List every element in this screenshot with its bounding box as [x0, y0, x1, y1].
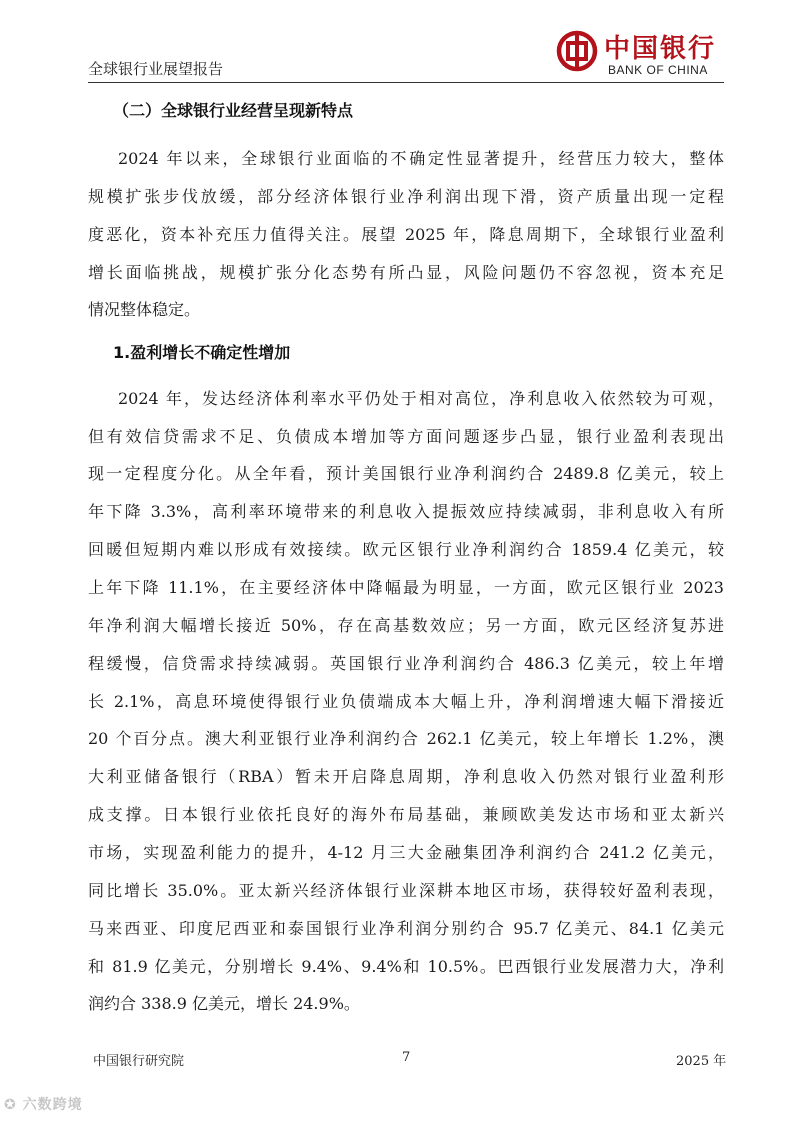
paragraph-line: 润约合 338.9 亿美元，增长 24.9%。	[88, 994, 360, 1013]
paragraph-line: 2024 年以来，全球银行业面临的不确定性显著提升，经营压力较大，整体	[118, 149, 724, 168]
subsection-heading: 1.盈利增长不确定性增加	[113, 343, 291, 362]
logo-english-name: BANK OF CHINA	[608, 63, 708, 77]
paragraph-line: 现一定程度分化。从全年看，预计美国银行业净利润约合 2489.8 亿美元，较上	[88, 464, 724, 483]
paragraph-line: 马来西亚、印度尼西亚和泰国银行业净利润分别约合 95.7 亿美元、84.1 亿美元	[88, 919, 724, 938]
logo-chinese-name: 中国银行	[604, 34, 717, 64]
paragraph-line: 长 2.1%，高息环境使得银行业负债端成本大幅上升，净利润增速大幅下滑接近	[88, 692, 724, 711]
paragraph-line: 同比增长 35.0%。亚太新兴经济体银行业深耕本地区市场，获得较好盈利表现，	[88, 881, 724, 900]
watermark-logo-icon: ✪	[4, 1097, 23, 1113]
section-heading: （二）全球银行业经营呈现新特点	[113, 101, 354, 120]
paragraph-line: 回暖但短期内难以形成有效接续。欧元区银行业净利润约合 1859.4 亿美元，较	[88, 540, 724, 559]
bank-emblem-icon	[556, 30, 598, 72]
watermark-text: 六数跨境	[22, 1097, 83, 1113]
footer-page-number: 7	[402, 1050, 411, 1065]
paragraph-line: 程缓慢，信贷需求持续减弱。英国银行业净利润约合 486.3 亿美元，较上年增	[88, 654, 724, 673]
paragraph-line: 上年下降 11.1%，在主要经济体中降幅最为明显，一方面，欧元区银行业 2023	[88, 578, 724, 597]
paragraph-line: 情况整体稳定。	[88, 300, 201, 319]
paragraph-line: 成支撑。日本银行业依托良好的海外布局基础，兼顾欧美发达市场和亚太新兴	[88, 805, 724, 824]
footer-year: 2025 年	[676, 1054, 727, 1069]
report-title: 全球银行业展望报告	[88, 60, 224, 78]
header-divider	[88, 82, 724, 83]
paragraph-line: 2024 年，发达经济体利率水平仍处于相对高位，净利息收入依然较为可观，	[118, 389, 724, 408]
paragraph-line: 度恶化，资本补充压力值得关注。展望 2025 年，降息周期下，全球银行业盈利	[88, 225, 724, 244]
paragraph-line: 和 81.9 亿美元，分别增长 9.4%、9.4%和 10.5%。巴西银行业发展潜力大，净利	[88, 957, 724, 976]
paragraph-line: 大利亚储备银行（RBA）暂未开启降息周期，净利息收入仍然对银行业盈利形	[88, 767, 724, 786]
paragraph-line: 市场，实现盈利能力的提升，4-12 月三大金融集团净利润约合 241.2 亿美元，	[88, 843, 724, 862]
paragraph-line: 增长面临挑战，规模扩张分化态势有所凸显，风险问题仍不容忽视，资本充足	[88, 263, 724, 282]
paragraph-line: 年下降 3.3%，高利率环境带来的利息收入提振效应持续减弱，非利息收入有所	[88, 502, 724, 521]
paragraph-line: 规模扩张步伐放缓，部分经济体银行业净利润出现下滑，资产质量出现一定程	[88, 187, 724, 206]
footer-organization: 中国银行研究院	[93, 1054, 185, 1069]
watermark	[4, 1094, 83, 1114]
paragraph-line: 20 个百分点。澳大利亚银行业净利润约合 262.1 亿美元，较上年增长 1.2%，澳	[88, 729, 724, 748]
paragraph-line: 但有效信贷需求不足、负债成本增加等方面问题逐步凸显，银行业盈利表现出	[88, 427, 724, 446]
bank-of-china-logo	[556, 28, 726, 78]
paragraph-line: 年净利润大幅增长接近 50%，存在高基数效应；另一方面，欧元区经济复苏进	[88, 616, 724, 635]
